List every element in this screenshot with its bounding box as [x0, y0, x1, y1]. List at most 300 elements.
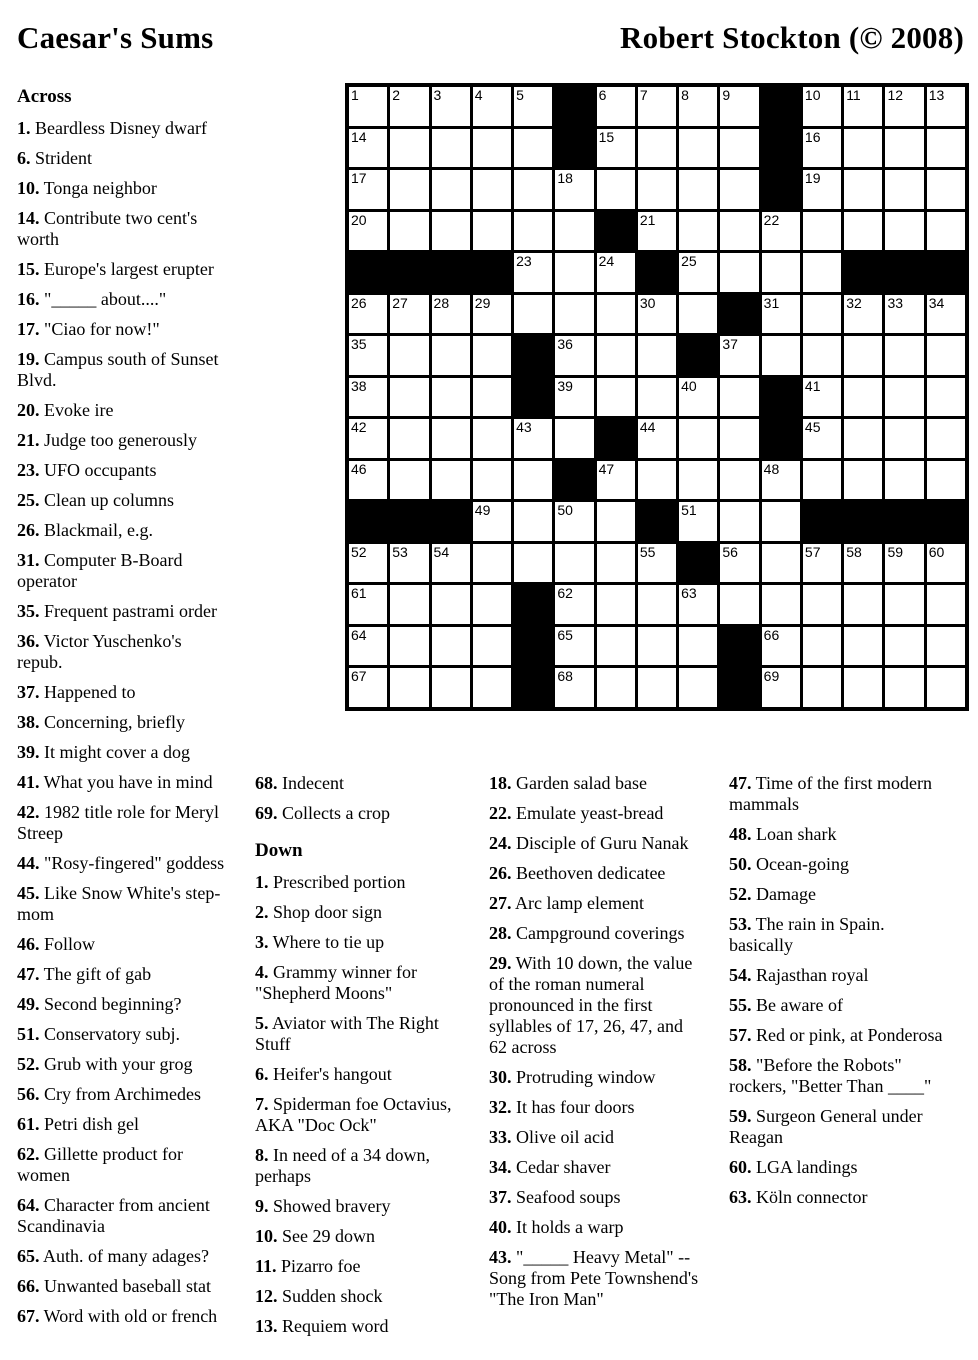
grid-cell[interactable]	[927, 87, 965, 126]
grid-cell[interactable]	[927, 419, 965, 458]
clue-number: 18.	[489, 773, 512, 793]
grid-cell[interactable]	[844, 544, 882, 583]
grid-cell[interactable]	[803, 461, 841, 500]
grid-cell[interactable]	[679, 253, 717, 292]
grid-cell[interactable]	[844, 129, 882, 168]
grid-cell[interactable]	[473, 544, 511, 583]
grid-cell[interactable]	[390, 87, 428, 126]
cell-number: 20	[351, 211, 367, 228]
cell-number: 17	[351, 170, 367, 187]
cell-number: 46	[351, 460, 367, 477]
cell-number: 26	[351, 294, 367, 311]
cell-number: 63	[681, 585, 697, 602]
grid-cell[interactable]	[885, 627, 923, 666]
grid-cell[interactable]	[927, 668, 965, 707]
clue: 17. "Ciao for now!"	[17, 319, 160, 339]
grid-cell[interactable]	[473, 170, 511, 209]
grid-cell[interactable]	[555, 585, 593, 624]
grid-cell[interactable]	[638, 87, 676, 126]
grid-cell[interactable]	[597, 336, 635, 375]
grid-cell[interactable]	[720, 336, 758, 375]
grid-cell[interactable]	[555, 212, 593, 251]
grid-cell[interactable]	[720, 461, 758, 500]
grid-cell[interactable]	[514, 170, 552, 209]
clue-number: 64.	[17, 1195, 40, 1215]
grid-cell[interactable]	[390, 461, 428, 500]
clue-number: 53.	[729, 914, 752, 934]
clue: 67. Word with old or french	[17, 1306, 218, 1326]
grid-cell[interactable]	[638, 129, 676, 168]
clue-number: 51.	[17, 1024, 40, 1044]
grid-cell[interactable]	[349, 336, 387, 375]
grid-cell[interactable]	[390, 419, 428, 458]
grid-cell[interactable]	[349, 585, 387, 624]
grid-cell[interactable]	[390, 668, 428, 707]
grid-cell[interactable]	[390, 336, 428, 375]
clue-number: 3.	[255, 932, 269, 952]
grid-cell[interactable]	[720, 87, 758, 126]
clue: 6. Strident	[17, 148, 92, 168]
grid-cell[interactable]	[885, 378, 923, 417]
clue: 10. See 29 down	[255, 1226, 375, 1246]
grid-cell[interactable]	[349, 170, 387, 209]
grid-cell[interactable]	[844, 461, 882, 500]
grid-cell[interactable]	[432, 212, 470, 251]
grid-cell[interactable]	[844, 212, 882, 251]
grid-cell[interactable]	[762, 502, 800, 541]
grid-cell[interactable]	[803, 544, 841, 583]
cell-number: 32	[846, 294, 862, 311]
clue: 24. Disciple of Guru Nanak	[489, 833, 689, 853]
grid-cell[interactable]	[473, 668, 511, 707]
grid-cell[interactable]	[762, 336, 800, 375]
page-title: Caesar's Sums	[17, 20, 214, 55]
grid-cell[interactable]	[597, 627, 635, 666]
grid-cell[interactable]	[638, 336, 676, 375]
clue-number: 10.	[17, 178, 40, 198]
grid-cell[interactable]	[432, 87, 470, 126]
grid-cell[interactable]	[432, 170, 470, 209]
grid-black-cell	[762, 419, 800, 458]
grid-cell[interactable]	[679, 627, 717, 666]
grid-cell[interactable]	[390, 170, 428, 209]
grid-cell[interactable]	[555, 253, 593, 292]
clue-number: 19.	[17, 349, 40, 369]
clue: 9. Showed bravery	[255, 1196, 391, 1216]
clue-number: 66.	[17, 1276, 40, 1296]
grid-black-cell	[638, 502, 676, 541]
grid-cell[interactable]	[473, 87, 511, 126]
grid-cell[interactable]	[390, 295, 428, 334]
grid-black-cell	[555, 129, 593, 168]
grid-cell[interactable]	[885, 129, 923, 168]
clue-number: 24.	[489, 833, 512, 853]
grid-cell[interactable]	[555, 668, 593, 707]
clue-number: 32.	[489, 1097, 512, 1117]
clue: 52. Damage	[729, 884, 816, 904]
grid-cell[interactable]	[390, 129, 428, 168]
grid-cell[interactable]	[762, 544, 800, 583]
grid-cell[interactable]	[720, 585, 758, 624]
grid-cell[interactable]	[885, 212, 923, 251]
clue-number: 42.	[17, 802, 40, 822]
grid-cell[interactable]	[514, 212, 552, 251]
grid-cell[interactable]	[927, 295, 965, 334]
grid-cell[interactable]	[432, 461, 470, 500]
grid-cell[interactable]	[803, 212, 841, 251]
clue: 34. Cedar shaver	[489, 1157, 611, 1177]
grid-cell[interactable]	[555, 627, 593, 666]
grid-cell[interactable]	[720, 170, 758, 209]
grid-cell[interactable]	[638, 212, 676, 251]
grid-black-cell	[555, 461, 593, 500]
clue-number: 61.	[17, 1114, 40, 1134]
clue-number: 58.	[729, 1055, 752, 1075]
cell-number: 37	[722, 336, 738, 353]
grid-black-cell	[432, 253, 470, 292]
grid-cell[interactable]	[720, 544, 758, 583]
cell-number: 7	[639, 87, 648, 103]
grid-cell[interactable]	[349, 544, 387, 583]
grid-cell[interactable]	[597, 668, 635, 707]
clue-number: 14.	[17, 208, 40, 228]
grid-cell[interactable]	[679, 87, 717, 126]
grid-cell[interactable]	[597, 502, 635, 541]
grid-cell[interactable]	[803, 295, 841, 334]
cell-number: 36	[557, 336, 573, 353]
grid-cell[interactable]	[638, 627, 676, 666]
cell-number: 48	[763, 460, 780, 477]
grid-cell[interactable]	[885, 668, 923, 707]
grid-cell[interactable]	[432, 295, 470, 334]
grid-cell[interactable]	[803, 627, 841, 666]
cell-number: 2	[392, 87, 401, 103]
grid-cell[interactable]	[679, 585, 717, 624]
grid-cell[interactable]	[927, 461, 965, 500]
grid-cell[interactable]	[349, 627, 387, 666]
grid-cell[interactable]	[597, 461, 635, 500]
grid-cell[interactable]	[844, 295, 882, 334]
grid-cell[interactable]	[432, 668, 470, 707]
cell-number: 28	[433, 294, 450, 311]
grid-cell[interactable]	[473, 585, 511, 624]
clue-number: 13.	[255, 1316, 278, 1336]
across-heading: Across	[17, 86, 72, 107]
grid-cell[interactable]	[473, 336, 511, 375]
cell-number: 54	[433, 543, 450, 560]
cell-number: 1	[351, 87, 359, 103]
grid-cell[interactable]	[514, 253, 552, 292]
grid-cell[interactable]	[720, 419, 758, 458]
grid-cell[interactable]	[432, 336, 470, 375]
clue-number: 37.	[17, 682, 40, 702]
clue: 5. Aviator with The Right Stuff	[255, 1013, 439, 1054]
grid-black-cell	[844, 502, 882, 541]
grid-cell[interactable]	[927, 170, 965, 209]
clue: 28. Campground coverings	[489, 923, 685, 943]
cell-number: 27	[392, 294, 408, 311]
grid-cell[interactable]	[762, 461, 800, 500]
grid-cell[interactable]	[638, 544, 676, 583]
grid-cell[interactable]	[679, 212, 717, 251]
grid-cell[interactable]	[597, 170, 635, 209]
grid-cell[interactable]	[720, 212, 758, 251]
grid-cell[interactable]	[349, 295, 387, 334]
grid-cell[interactable]	[844, 87, 882, 126]
grid-cell[interactable]	[597, 87, 635, 126]
grid-cell[interactable]	[679, 295, 717, 334]
cell-number: 43	[516, 419, 532, 436]
clue-number: 35.	[17, 601, 40, 621]
down-heading: Down	[255, 840, 303, 861]
grid-cell[interactable]	[885, 544, 923, 583]
grid-cell[interactable]	[473, 378, 511, 417]
grid-cell[interactable]	[885, 170, 923, 209]
grid-cell[interactable]	[844, 419, 882, 458]
cell-number: 14	[351, 128, 367, 145]
grid-cell[interactable]	[638, 170, 676, 209]
grid-cell[interactable]	[555, 419, 593, 458]
grid-cell[interactable]	[762, 253, 800, 292]
clue: 35. Frequent pastrami order	[17, 601, 217, 621]
grid-black-cell	[432, 502, 470, 541]
grid-cell[interactable]	[762, 627, 800, 666]
cell-number: 47	[598, 460, 615, 477]
grid-cell[interactable]	[679, 129, 717, 168]
grid-cell[interactable]	[679, 378, 717, 417]
grid-cell[interactable]	[638, 668, 676, 707]
grid-cell[interactable]	[844, 336, 882, 375]
grid-cell[interactable]	[597, 378, 635, 417]
grid-cell[interactable]	[803, 170, 841, 209]
grid-cell[interactable]	[514, 129, 552, 168]
grid-cell[interactable]	[679, 419, 717, 458]
clue-number: 23.	[17, 460, 40, 480]
clue: 3. Where to tie up	[255, 932, 385, 952]
clue: 37. Happened to	[17, 682, 136, 702]
grid-cell[interactable]	[844, 378, 882, 417]
grid-cell[interactable]	[885, 419, 923, 458]
grid-cell[interactable]	[762, 668, 800, 707]
cell-number: 10	[804, 87, 821, 103]
grid-cell[interactable]	[927, 129, 965, 168]
clue: 59. Surgeon General under Reagan	[729, 1106, 923, 1147]
grid-cell[interactable]	[720, 378, 758, 417]
grid-cell[interactable]	[555, 295, 593, 334]
grid-cell[interactable]	[927, 212, 965, 251]
grid-cell[interactable]	[720, 253, 758, 292]
grid-cell[interactable]	[514, 295, 552, 334]
clue-number: 41.	[17, 772, 40, 792]
grid-cell[interactable]	[555, 170, 593, 209]
clue-number: 44.	[17, 853, 40, 873]
grid-cell[interactable]	[679, 170, 717, 209]
clue-number: 6.	[255, 1064, 269, 1084]
grid-cell[interactable]	[927, 627, 965, 666]
cell-number: 58	[846, 543, 862, 560]
grid-cell[interactable]	[885, 295, 923, 334]
grid-cell[interactable]	[432, 419, 470, 458]
grid-cell[interactable]	[720, 502, 758, 541]
grid-cell[interactable]	[349, 87, 387, 126]
grid-cell[interactable]	[473, 129, 511, 168]
grid-cell[interactable]	[390, 378, 428, 417]
clue: 60. LGA landings	[729, 1157, 858, 1177]
grid-cell[interactable]	[597, 295, 635, 334]
grid-cell[interactable]	[597, 585, 635, 624]
grid-cell[interactable]	[762, 585, 800, 624]
clue: 54. Rajasthan royal	[729, 965, 869, 985]
clue: 66. Unwanted baseball stat	[17, 1276, 211, 1296]
clue: 15. Europe's largest erupter	[17, 259, 214, 279]
clue: 40. It holds a warp	[489, 1217, 624, 1237]
grid-cell[interactable]	[514, 461, 552, 500]
clue: 55. Be aware of	[729, 995, 843, 1015]
grid-cell[interactable]	[349, 129, 387, 168]
grid-cell[interactable]	[597, 129, 635, 168]
grid-cell[interactable]	[473, 502, 511, 541]
grid-cell[interactable]	[927, 585, 965, 624]
grid-cell[interactable]	[514, 87, 552, 126]
grid-cell[interactable]	[432, 544, 470, 583]
grid-cell[interactable]	[803, 419, 841, 458]
grid-cell[interactable]	[390, 544, 428, 583]
cell-number: 9	[722, 87, 731, 103]
grid-cell[interactable]	[885, 461, 923, 500]
grid-cell[interactable]	[762, 212, 800, 251]
grid-cell[interactable]	[803, 129, 841, 168]
cell-number: 24	[598, 253, 615, 270]
cell-number: 16	[804, 128, 821, 145]
grid-cell[interactable]	[803, 378, 841, 417]
grid-cell[interactable]	[390, 627, 428, 666]
grid-cell[interactable]	[638, 585, 676, 624]
grid-cell[interactable]	[927, 544, 965, 583]
grid-cell[interactable]	[555, 336, 593, 375]
grid-cell[interactable]	[638, 295, 676, 334]
clue-number: 31.	[17, 550, 40, 570]
cell-number: 57	[804, 543, 821, 560]
grid-black-cell	[762, 170, 800, 209]
grid-cell[interactable]	[349, 212, 387, 251]
grid-cell[interactable]	[349, 419, 387, 458]
grid-black-cell	[720, 295, 758, 334]
grid-black-cell	[885, 253, 923, 292]
grid-cell[interactable]	[927, 336, 965, 375]
clue-number: 10.	[255, 1226, 278, 1246]
grid-cell[interactable]	[803, 253, 841, 292]
grid-cell[interactable]	[432, 129, 470, 168]
grid-cell[interactable]	[514, 419, 552, 458]
clue: 58. "Before the Robots" rockers, "Better Than ____"	[729, 1055, 932, 1096]
grid-cell[interactable]	[803, 87, 841, 126]
grid-cell[interactable]	[638, 378, 676, 417]
cell-number: 38	[351, 377, 367, 394]
grid-cell[interactable]	[473, 212, 511, 251]
grid-cell[interactable]	[432, 378, 470, 417]
clue-number: 57.	[729, 1025, 752, 1045]
grid-cell[interactable]	[762, 295, 800, 334]
grid-cell[interactable]	[555, 378, 593, 417]
grid-cell[interactable]	[679, 502, 717, 541]
grid-cell[interactable]	[473, 627, 511, 666]
clue-number: 43.	[489, 1247, 512, 1267]
grid-cell[interactable]	[638, 461, 676, 500]
grid-cell[interactable]	[555, 544, 593, 583]
grid-cell[interactable]	[555, 502, 593, 541]
grid-cell[interactable]	[720, 129, 758, 168]
grid-cell[interactable]	[514, 544, 552, 583]
clue-number: 62.	[17, 1144, 40, 1164]
grid-cell[interactable]	[514, 502, 552, 541]
grid-cell[interactable]	[638, 419, 676, 458]
clue-number: 1.	[17, 118, 31, 138]
grid-cell[interactable]	[473, 295, 511, 334]
clue: 39. It might cover a dog	[17, 742, 190, 762]
clue-number: 49.	[17, 994, 40, 1014]
grid-cell[interactable]	[473, 461, 511, 500]
cell-number: 3	[433, 87, 442, 103]
clue: 8. In need of a 34 down, perhaps	[255, 1145, 430, 1186]
grid-cell[interactable]	[803, 585, 841, 624]
clue: 4. Grammy winner for "Shepherd Moons"	[255, 962, 417, 1003]
grid-cell[interactable]	[597, 544, 635, 583]
grid-cell[interactable]	[432, 627, 470, 666]
clue-number: 22.	[489, 803, 512, 823]
grid-cell[interactable]	[803, 336, 841, 375]
grid-cell[interactable]	[844, 668, 882, 707]
clue-number: 55.	[729, 995, 752, 1015]
grid-black-cell	[555, 87, 593, 126]
clue: 21. Judge too generously	[17, 430, 197, 450]
cell-number: 41	[804, 377, 821, 394]
grid-cell[interactable]	[597, 253, 635, 292]
grid-cell[interactable]	[844, 170, 882, 209]
clue-number: 8.	[255, 1145, 269, 1165]
grid-cell[interactable]	[390, 212, 428, 251]
clue: 68. Indecent	[255, 773, 344, 793]
grid-cell[interactable]	[844, 627, 882, 666]
cell-number: 66	[763, 626, 780, 643]
clue: 69. Collects a crop	[255, 803, 390, 823]
grid-cell[interactable]	[885, 585, 923, 624]
grid-cell[interactable]	[390, 585, 428, 624]
clue: 1. Beardless Disney dwarf	[17, 118, 207, 138]
clue-column-down-end	[729, 773, 948, 1217]
grid-cell[interactable]	[679, 461, 717, 500]
grid-cell[interactable]	[844, 585, 882, 624]
cell-number: 30	[639, 294, 656, 311]
clue-number: 1.	[255, 872, 269, 892]
grid-cell[interactable]	[927, 378, 965, 417]
clue-number: 40.	[489, 1217, 512, 1237]
grid-cell[interactable]	[473, 419, 511, 458]
grid-black-cell	[720, 627, 758, 666]
grid-cell[interactable]	[349, 378, 387, 417]
clue: 65. Auth. of many adages?	[17, 1246, 209, 1266]
grid-cell[interactable]	[349, 668, 387, 707]
clue-number: 27.	[489, 893, 512, 913]
grid-black-cell	[597, 212, 635, 251]
grid-cell[interactable]	[803, 668, 841, 707]
clue-column-down-middle	[489, 773, 703, 1319]
grid-cell[interactable]	[432, 585, 470, 624]
grid-black-cell	[679, 336, 717, 375]
grid-cell[interactable]	[885, 87, 923, 126]
grid-cell[interactable]	[885, 336, 923, 375]
grid-cell[interactable]	[349, 461, 387, 500]
grid-cell[interactable]	[679, 668, 717, 707]
